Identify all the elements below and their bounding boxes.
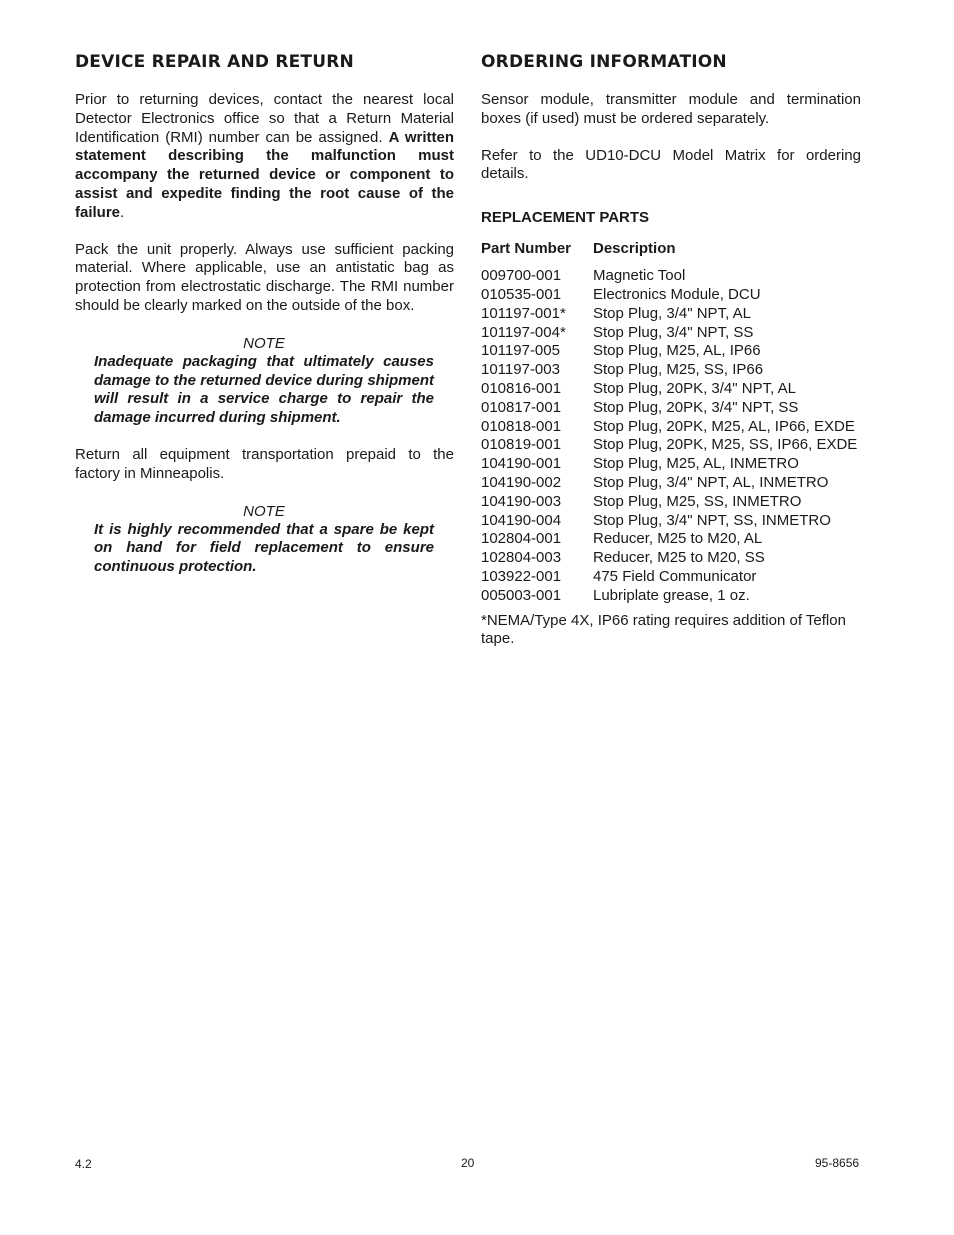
table-row bbox=[481, 512, 861, 531]
part-description: Stop Plug, 20PK, 3/4" NPT, SS bbox=[593, 398, 799, 416]
part-number: 010817-001 bbox=[481, 398, 562, 416]
part-description: Stop Plug, 20PK, 3/4" NPT, AL bbox=[593, 379, 796, 397]
return-paragraph: Return all equipment transportation prepaid to the factory in Minneapolis. bbox=[75, 445, 454, 482]
model-matrix-paragraph: Refer to the UD10-DCU Model Matrix for ordering details. bbox=[481, 146, 861, 183]
section-title-ordering: ORDERING INFORMATION bbox=[481, 52, 727, 72]
part-description: Stop Plug, 20PK, M25, SS, IP66, EXDE bbox=[593, 436, 858, 454]
note-body: It is highly recommended that a spare be kept on hand for field replacement to ensure continuous protection. bbox=[94, 520, 434, 576]
table-row bbox=[481, 342, 861, 361]
note-packaging bbox=[94, 334, 434, 428]
part-number: 102804-003 bbox=[481, 549, 562, 567]
part-number: 009700-001 bbox=[481, 267, 562, 285]
rmi-paragraph bbox=[75, 91, 454, 223]
part-number: 010819-001 bbox=[481, 436, 562, 454]
part-number: 104190-003 bbox=[481, 492, 562, 510]
table-row bbox=[481, 267, 861, 286]
part-number: 005003-001 bbox=[481, 586, 562, 604]
table-row bbox=[481, 530, 861, 549]
note-title: NOTE bbox=[243, 334, 285, 352]
part-number: 101197-004* bbox=[481, 323, 566, 341]
page-number: 20 bbox=[461, 1156, 475, 1170]
parts-table bbox=[481, 267, 861, 605]
part-description: Stop Plug, 3/4" NPT, AL bbox=[593, 304, 751, 322]
note-title: NOTE bbox=[243, 502, 285, 520]
part-number: 010818-001 bbox=[481, 417, 562, 435]
table-row bbox=[481, 549, 861, 568]
note-body: Inadequate packaging that ultimately causes damage to the returned device during shipment will result in a service charge to repair the damage incurred during shipment. bbox=[94, 352, 434, 427]
part-number: 010816-001 bbox=[481, 379, 562, 397]
table-row bbox=[481, 474, 861, 493]
part-number: 104190-002 bbox=[481, 473, 562, 491]
part-number: 101197-005 bbox=[481, 342, 560, 360]
part-number: 101197-001* bbox=[481, 304, 566, 322]
replacement-parts-heading: REPLACEMENT PARTS bbox=[481, 209, 650, 227]
right-column bbox=[481, 50, 861, 649]
rmi-text: Prior to returning devices, contact the nearest local Detector Electronics office so that a Return Material Identification (RMI) number can be assigned. bbox=[75, 91, 454, 146]
table-row bbox=[481, 587, 861, 606]
table-row bbox=[481, 324, 861, 343]
table-row bbox=[481, 455, 861, 474]
left-column bbox=[75, 50, 454, 595]
part-description: Lubriplate grease, 1 oz. bbox=[593, 586, 750, 604]
packing-paragraph: Pack the unit properly. Always use sufficient packing material. Where applicable, use an antistatic bag as protection from electrostatic discharge. The RMI number should be clearly marked on the outside of the box. bbox=[75, 240, 454, 314]
table-row bbox=[481, 380, 861, 399]
parts-table-header bbox=[481, 239, 861, 258]
table-row bbox=[481, 493, 861, 512]
part-description: Stop Plug, 20PK, M25, AL, IP66, EXDE bbox=[593, 417, 855, 435]
part-description: Stop Plug, M25, SS, INMETRO bbox=[593, 492, 802, 510]
part-description: Reducer, M25 to M20, SS bbox=[593, 549, 765, 567]
part-description: Stop Plug, M25, AL, IP66 bbox=[593, 342, 761, 360]
part-description: Stop Plug, M25, SS, IP66 bbox=[593, 361, 764, 379]
part-description: Stop Plug, 3/4" NPT, SS, INMETRO bbox=[593, 511, 831, 529]
part-number: 102804-001 bbox=[481, 530, 562, 548]
part-description: Magnetic Tool bbox=[593, 267, 686, 285]
part-description: Stop Plug, 3/4" NPT, SS bbox=[593, 323, 754, 341]
table-row bbox=[481, 305, 861, 324]
footer-revision: 4.2 bbox=[75, 1157, 92, 1171]
part-number: 103922-001 bbox=[481, 567, 562, 585]
rmi-end: . bbox=[120, 203, 125, 221]
section-title-device-repair: DEVICE REPAIR AND RETURN bbox=[75, 52, 354, 72]
table-row bbox=[481, 418, 861, 437]
description-header: Description bbox=[593, 240, 676, 258]
part-description: Stop Plug, M25, AL, INMETRO bbox=[593, 455, 799, 473]
footnote: *NEMA/Type 4X, IP66 rating requires addition of Teflon tape. bbox=[481, 611, 846, 648]
part-description: Stop Plug, 3/4" NPT, AL, INMETRO bbox=[593, 473, 829, 491]
part-number: 010535-001 bbox=[481, 285, 562, 303]
table-row bbox=[481, 568, 861, 587]
part-description: Electronics Module, DCU bbox=[593, 285, 761, 303]
part-number: 101197-003 bbox=[481, 361, 560, 379]
part-description: 475 Field Communicator bbox=[593, 567, 757, 585]
part-number: 104190-004 bbox=[481, 511, 562, 529]
part-description: Reducer, M25 to M20, AL bbox=[593, 530, 763, 548]
part-number-header: Part Number bbox=[481, 240, 572, 258]
table-row bbox=[481, 436, 861, 455]
table-row bbox=[481, 399, 861, 418]
ordering-paragraph: Sensor module, transmitter module and termination boxes (if used) must be ordered separately. bbox=[481, 91, 861, 127]
part-number: 104190-001 bbox=[481, 455, 562, 473]
rmi-bold-text: A written statement describing the malfunction must accompany the returned device or component to assist and expedite finding the root cause of the failure bbox=[75, 128, 454, 221]
table-row bbox=[481, 286, 861, 305]
note-spare bbox=[94, 502, 434, 577]
document-number: 95-8656 bbox=[815, 1156, 860, 1170]
table-row bbox=[481, 361, 861, 380]
